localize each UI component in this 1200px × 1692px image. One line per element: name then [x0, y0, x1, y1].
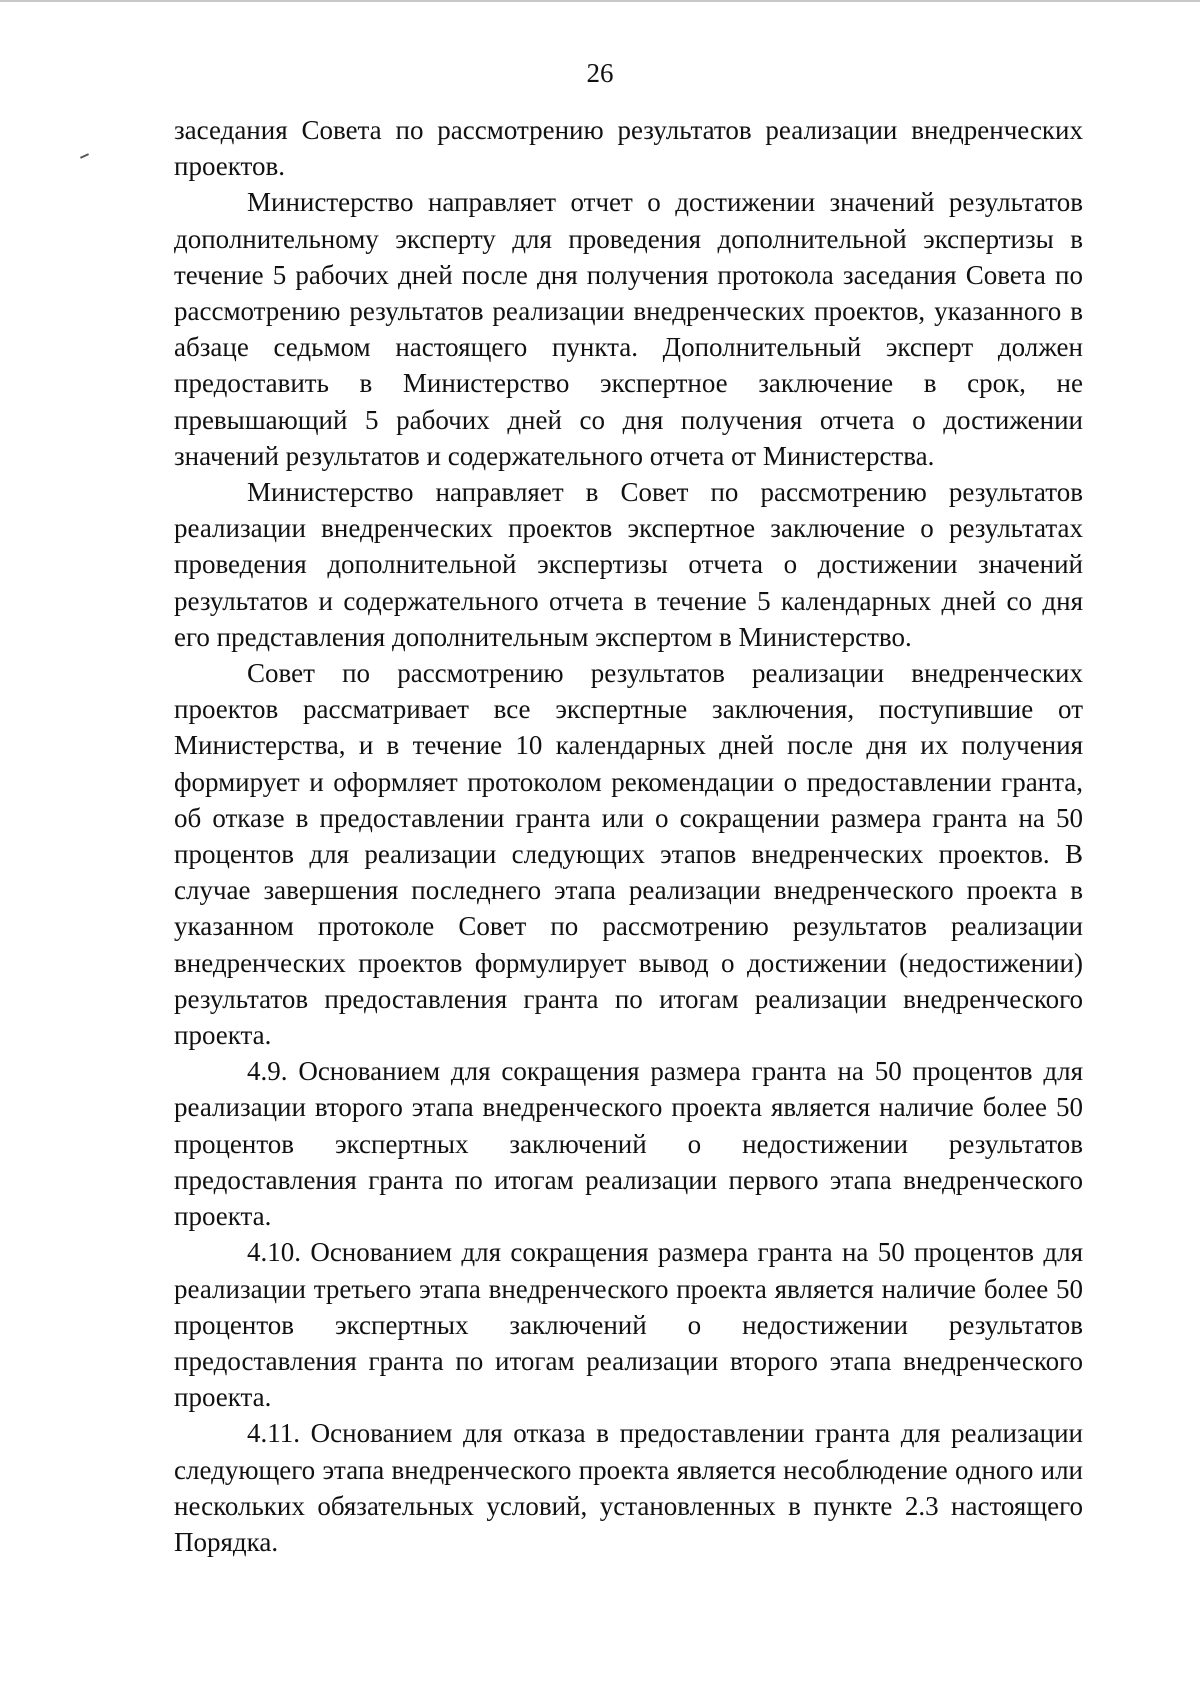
scan-artifact-mark [80, 153, 89, 159]
paragraph-ministry-sends-report: Министерство направляет отчет о достижении значений результатов дополнительному эксперту для проведения дополнительной экспертизы в течение 5 рабочих дней после дня получения протокола заседания Совета по рассмотрению результатов реализации внедренческих проектов, указанного в абзаце седьмом настоящего пункта. Дополнительный эксперт должен предоставить в Министерство экспертное заключение в срок, не превышающий 5 рабочих дней со дня получения отчета о достижении значений результатов и содержательного отчета от Министерства. [174, 187, 1083, 471]
paragraph-clause-4-9: 4.9. Основанием для сокращения размера гранта на 50 процентов для реализации второго этапа внедренческого проекта является наличие более 50 процентов экспертных заключений о недостижении результатов предоставления гранта по итогам реализации первого этапа внедренческого проекта. [174, 1056, 1083, 1232]
paragraph-clause-4-11: 4.11. Основанием для отказа в предоставлении гранта для реализации следующего этапа внедренческого проекта является несоблюдение одного или нескольких обязательных условий, установленных в пункте 2.3 настоящего Порядка. [174, 1418, 1083, 1557]
paragraph-continuation: заседания Совета по рассмотрению результатов реализации внедренческих проектов. [174, 115, 1083, 182]
paragraph-clause-4-10: 4.10. Основанием для сокращения размера гранта на 50 процентов для реализации третьего этапа внедренческого проекта является наличие более 50 процентов экспертных заключений о недостижении результатов предоставления гранта по итогам реализации второго этапа внедренческого проекта. [174, 1237, 1083, 1413]
document-body [174, 112, 1083, 1560]
page-number: 26 [586, 58, 614, 88]
paragraph-ministry-sends-conclusion: Министерство направляет в Совет по рассмотрению результатов реализации внедренческих проектов экспертное заключение о результатах проведения дополнительной экспертизы отчета о достижении значений результатов и содержательного отчета в течение 5 календарных дней со дня его представления дополнительным экспертом в Министерство. [174, 477, 1083, 652]
paragraph-council-review: Совет по рассмотрению результатов реализации внедренческих проектов рассматривает все экспертные заключения, поступившие от Министерства, и в течение 10 календарных дней после дня их получения формирует и оформляет протоколом рекомендации о предоставлении гранта, об отказе в предоставлении гранта или о сокращении размера гранта на 50 процентов для реализации следующих этапов внедренческих проектов. В случае завершения последнего этапа реализации внедренческого проекта в указанном протоколе Совет по рассмотрению результатов реализации внедренческих проектов формулирует вывод о достижении (недостижении) результатов предоставления гранта по итогам реализации внедренческого проекта. [174, 658, 1083, 1051]
